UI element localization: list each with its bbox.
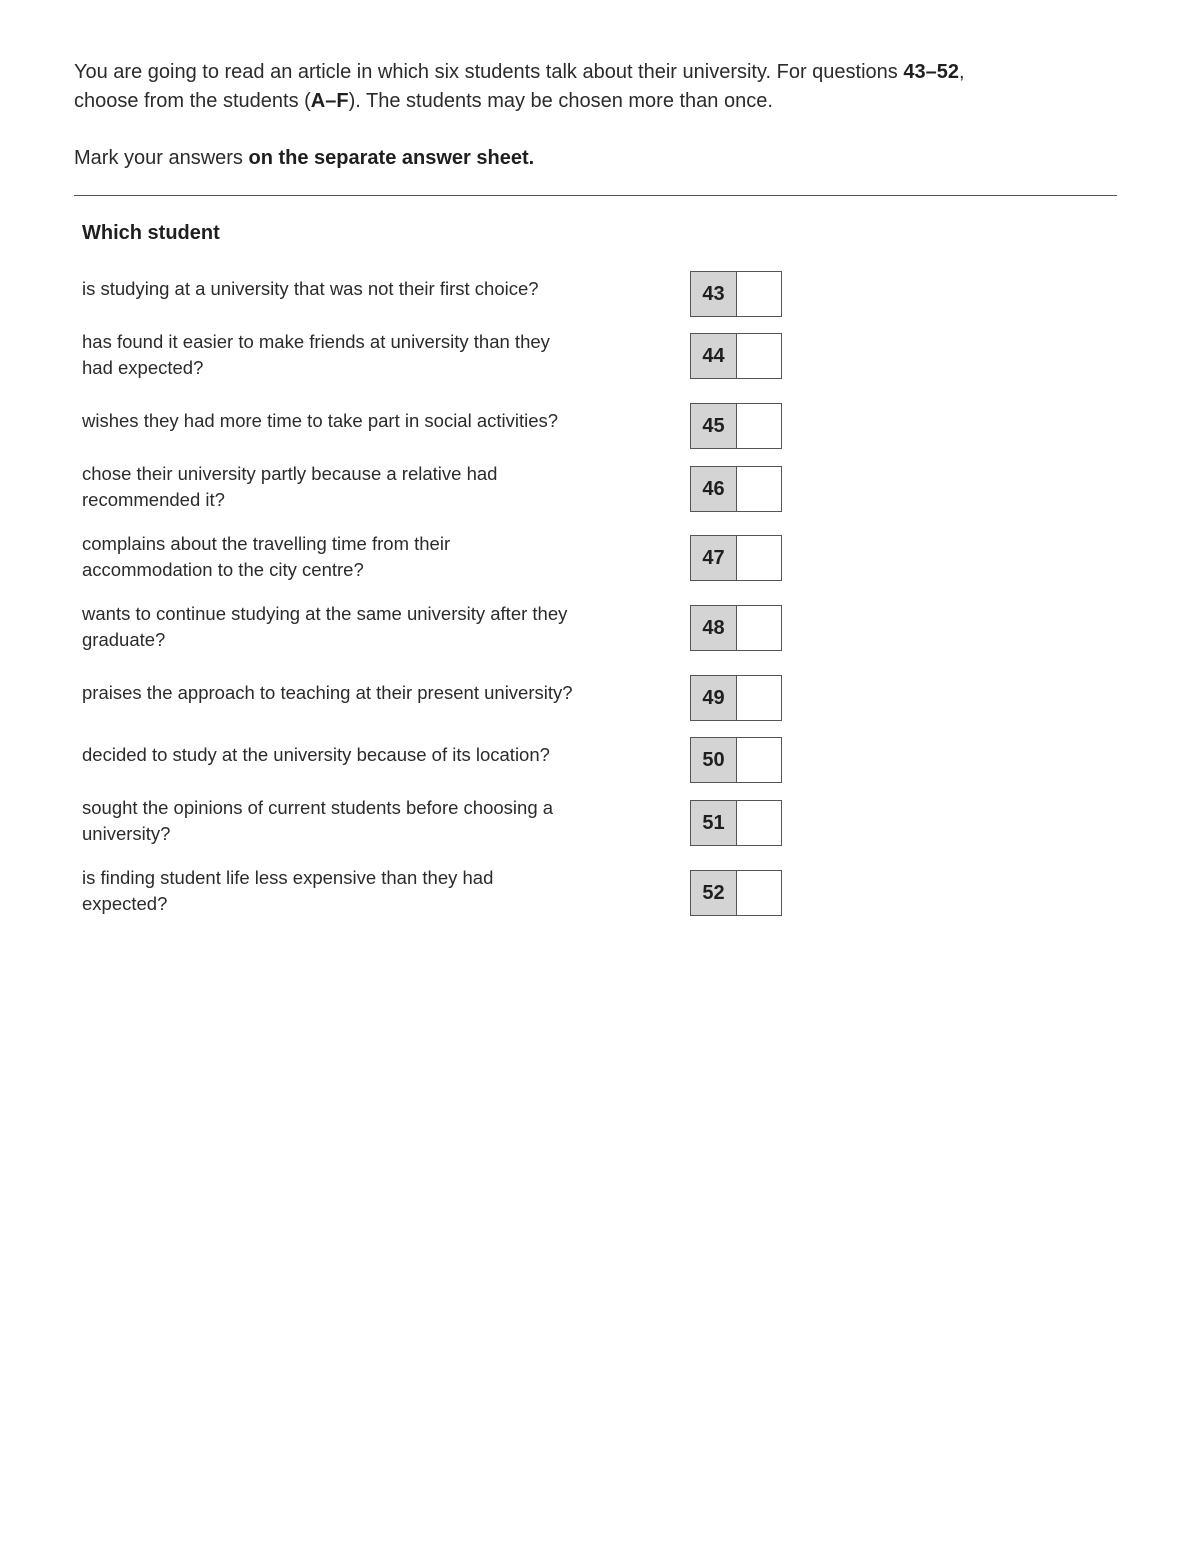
instructions-text: You are going to read an article in which six students talk about their university. For questions (74, 61, 904, 83)
answer-field[interactable] (737, 676, 781, 720)
answer-box[interactable] (690, 403, 782, 449)
question-text (82, 531, 642, 583)
answer-box[interactable] (690, 605, 782, 651)
question-line: had expected? (82, 357, 204, 378)
question-number: 48 (691, 606, 737, 650)
answer-sheet-emphasis: on the separate answer sheet. (248, 147, 535, 169)
question-line: expected? (82, 893, 168, 914)
answer-field[interactable] (737, 536, 781, 580)
answer-box[interactable] (690, 675, 782, 721)
answer-box[interactable] (690, 737, 782, 783)
question-text (82, 461, 642, 513)
question-text (82, 742, 642, 768)
section-heading: Which student (82, 222, 220, 244)
question-line: has found it easier to make friends at university than they (82, 331, 550, 352)
student-range: A–F (310, 90, 349, 112)
question-number: 50 (691, 738, 737, 782)
question-text (82, 865, 642, 917)
mark-text: Mark your answers (74, 147, 249, 169)
question-text (82, 680, 642, 706)
answer-field[interactable] (737, 467, 781, 511)
question-text (82, 601, 642, 653)
answer-box[interactable] (690, 333, 782, 379)
instructions-punct: , (958, 61, 965, 83)
answer-field[interactable] (737, 334, 781, 378)
instructions-text: choose from the students ( (74, 90, 311, 112)
question-text (82, 408, 642, 434)
question-line: wishes they had more time to take part in social activities? (82, 410, 559, 431)
question-line: accommodation to the city centre? (82, 559, 364, 580)
answer-field[interactable] (737, 801, 781, 845)
question-number: 51 (691, 801, 737, 845)
answer-box[interactable] (690, 271, 782, 317)
answer-sheet-note (74, 144, 534, 173)
question-number: 52 (691, 871, 737, 915)
answer-field[interactable] (737, 272, 781, 316)
answer-box[interactable] (690, 535, 782, 581)
instructions-text: ). The students may be chosen more than once. (348, 90, 773, 112)
question-line: university? (82, 823, 171, 844)
question-number: 46 (691, 467, 737, 511)
question-text (82, 795, 642, 847)
answer-field[interactable] (737, 606, 781, 650)
divider (74, 195, 1117, 196)
question-line: praises the approach to teaching at their present university? (82, 682, 573, 703)
question-number: 43 (691, 272, 737, 316)
question-line: wants to continue studying at the same university after they (82, 603, 568, 624)
question-line: sought the opinions of current students before choosing a (82, 797, 554, 818)
question-line: is finding student life less expensive than they had (82, 867, 494, 888)
answer-box[interactable] (690, 870, 782, 916)
question-number: 49 (691, 676, 737, 720)
question-text (82, 276, 642, 302)
answer-field[interactable] (737, 738, 781, 782)
answer-box[interactable] (690, 800, 782, 846)
question-range: 43–52 (903, 61, 959, 83)
answer-field[interactable] (737, 404, 781, 448)
instructions-paragraph (74, 58, 1124, 116)
question-number: 45 (691, 404, 737, 448)
question-line: recommended it? (82, 489, 225, 510)
answer-box[interactable] (690, 466, 782, 512)
question-number: 44 (691, 334, 737, 378)
question-number: 47 (691, 536, 737, 580)
question-text (82, 329, 642, 381)
question-line: chose their university partly because a relative had (82, 463, 498, 484)
question-line: is studying at a university that was not their first choice? (82, 278, 539, 299)
question-line: decided to study at the university because of its location? (82, 744, 550, 765)
question-line: complains about the travelling time from their (82, 533, 451, 554)
question-line: graduate? (82, 629, 166, 650)
answer-field[interactable] (737, 871, 781, 915)
